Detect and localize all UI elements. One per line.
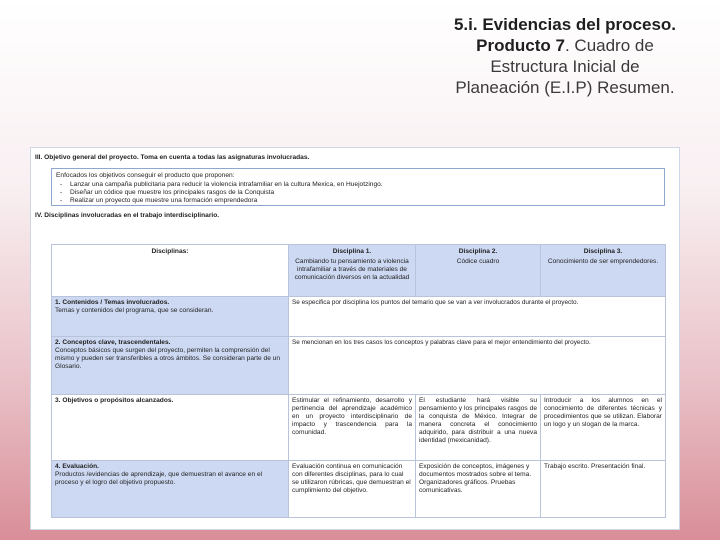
header-discipline-3 bbox=[541, 245, 666, 297]
row-title: 3. Objetivos o propósitos alcanzados. bbox=[55, 397, 174, 404]
row-span-cell: Se mencionan en los tres casos los conceptos y palabras clave para el mejor entendimiento del proyecto. bbox=[289, 337, 666, 395]
row-title: 2. Conceptos clave, trascendentales. bbox=[55, 339, 171, 346]
header-label: Disciplinas: bbox=[52, 245, 289, 297]
table-header-row bbox=[52, 245, 666, 297]
row-span-cell: Se especifica por disciplina los puntos del temario que se van a ver involucrados durante el proyecto. bbox=[289, 297, 666, 337]
row-title: 1. Contenidos / Temas involucrados. bbox=[55, 299, 170, 306]
document-scan bbox=[30, 147, 680, 530]
disciplines-table bbox=[51, 244, 666, 518]
row-description: Conceptos básicos que surgen del proyecto, permiten la comprensión del mismo y pueden ser transferibles a otros ámbitos. Se consideran parte de un Glosario. bbox=[55, 347, 281, 370]
discipline-1-title: Disciplina 1. bbox=[332, 248, 372, 255]
cell-discipline-3: Trabajo escrito. Presentación final. bbox=[541, 461, 666, 518]
row-label bbox=[52, 337, 289, 395]
row-label bbox=[52, 297, 289, 337]
cell-discipline-2: El estudiante hará visible su pensamiento y los principales rasgos de la conquista de México. Integrar de manera concreta el conocimiento adquirido, para distribuir a una nueva identidad (mexicanidad). bbox=[416, 395, 541, 461]
table-row bbox=[52, 395, 666, 461]
objective-bullet: - Diseñar un códice que muestre los principales rasgos de la Conquista bbox=[56, 189, 660, 197]
row-title: 4. Evaluación. bbox=[55, 463, 99, 470]
objectives-intro: Enfocados los objetivos conseguir el producto que proponen: bbox=[56, 172, 235, 179]
table-row bbox=[52, 297, 666, 337]
cell-discipline-2: Exposición de conceptos, imágenes y documentos mostrados sobre el tema. Organizadores gráficos. Pruebas comunicativas. bbox=[416, 461, 541, 518]
header-discipline-1 bbox=[289, 245, 416, 297]
discipline-2-title: Disciplina 2. bbox=[458, 248, 498, 255]
discipline-3-subtitle: Conocimiento de ser emprendedores. bbox=[547, 258, 659, 265]
cell-discipline-1: Estimular el refinamiento, desarrollo y pertinencia del aprendizaje académico en un proyecto interdisciplinario de impacto y trascendencia para la comunidad. bbox=[289, 395, 416, 461]
table-row bbox=[52, 337, 666, 395]
row-description: Temas y contenidos del programa, que se consideran. bbox=[55, 307, 214, 314]
slide-title-bold: 5.i. Evidencias del proceso. Producto 7 bbox=[453, 15, 677, 55]
row-label bbox=[52, 461, 289, 518]
cell-discipline-3: Introducir a los alumnos en el conocimiento de diferentes técnicas y procedimientos que se utilizan. Elaborar un logo y un slogan de la marca. bbox=[541, 395, 666, 461]
slide-title bbox=[450, 14, 680, 98]
row-label bbox=[52, 395, 289, 461]
slide-title-rest: . Cuadro de Estructura Inicial de Planeación (E.I.P) Resumen. bbox=[455, 36, 675, 97]
row-description: Productos /evidencias de aprendizaje, que demuestran el avance en el proceso y el logro del objetivo propuesto. bbox=[55, 471, 263, 486]
objective-bullet: - Lanzar una campaña publicitaria para reducir la violencia intrafamiliar en la cultura Mexica, en Huejotzingo. bbox=[56, 181, 660, 189]
discipline-2-subtitle: Códice cuadro bbox=[456, 258, 500, 265]
section3-heading: III. Objetivo general del proyecto. Toma en cuenta a todas las asignaturas involucradas. bbox=[35, 154, 310, 161]
cell-discipline-1: Evaluación continua en comunicación con diferentes disciplinas, para lo cual se utilizaron rúbricas, que demuestran el cumplimiento del objetivo. bbox=[289, 461, 416, 518]
section4-heading: IV. Disciplinas involucradas en el trabajo interdisciplinario. bbox=[35, 212, 220, 219]
objectives-box bbox=[51, 168, 665, 206]
discipline-3-title: Disciplina 3. bbox=[583, 248, 623, 255]
header-discipline-2 bbox=[416, 245, 541, 297]
table-row bbox=[52, 461, 666, 518]
objective-bullet: - Realizar un proyecto que muestre una formación emprendedora bbox=[56, 197, 660, 205]
discipline-1-subtitle: Cambiando tu pensamiento a violencia intrafamiliar a través de materiales de comunicación diversos en la actualidad bbox=[294, 258, 410, 281]
